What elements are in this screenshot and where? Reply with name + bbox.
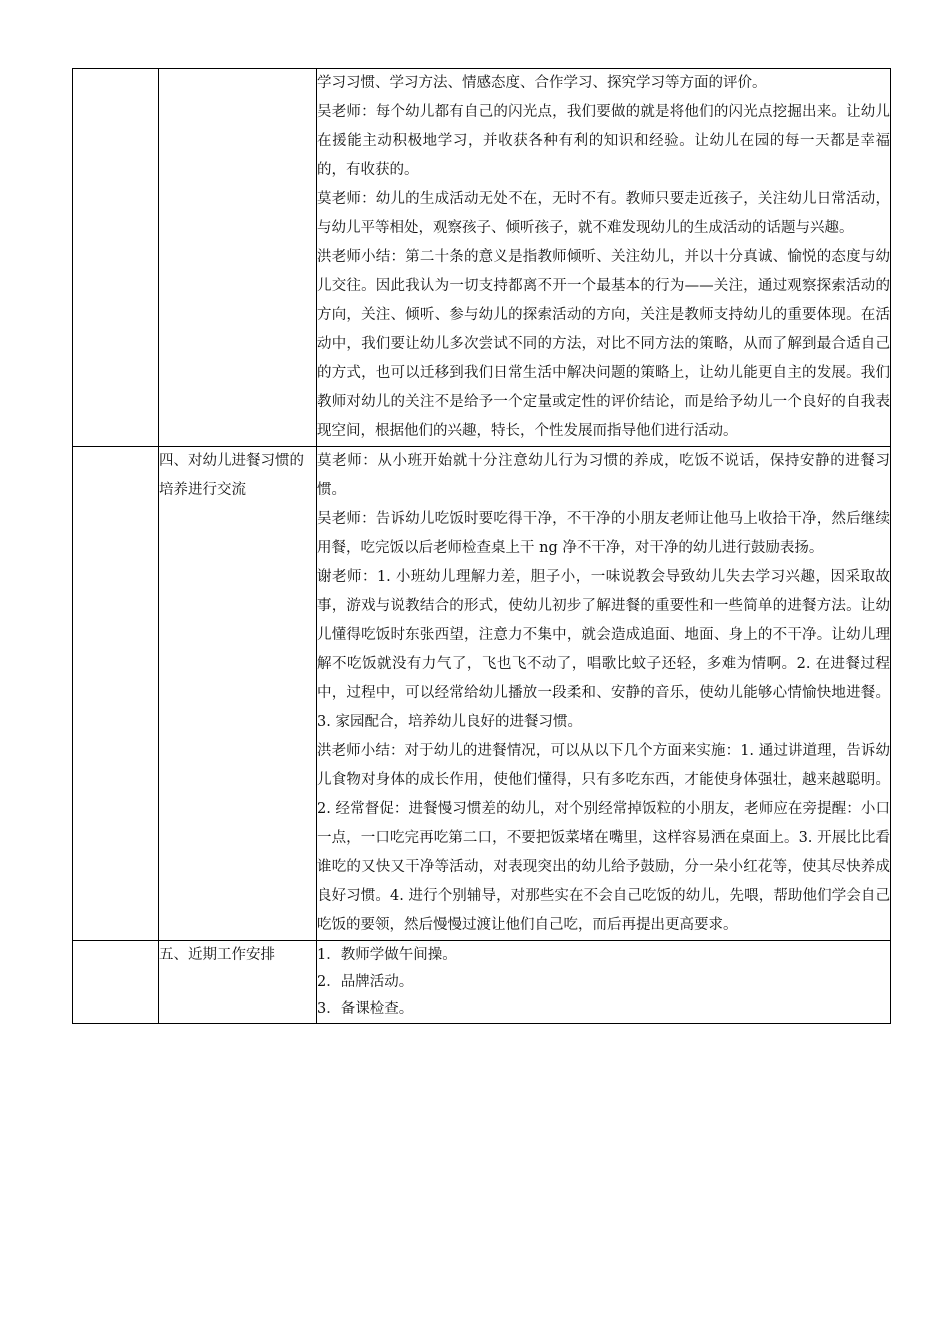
table-row bbox=[73, 447, 891, 941]
topic-cell: 四、对幼儿进餐习惯的培养进行交流 bbox=[159, 447, 317, 941]
list-item: 3．备课检查。 bbox=[317, 1001, 414, 1017]
paragraph: 吴老师：告诉幼儿吃饭时要吃得干净，不干净的小朋友老师让他马上收拾干净，然后继续用餐，吃完饭以后老师检查桌上干 ng 净不干净，对干净的幼儿进行鼓励表扬。 bbox=[317, 511, 890, 556]
paragraph: 学习习惯、学习方法、情感态度、合作学习、探究学习等方面的评价。 bbox=[317, 75, 767, 91]
empty-cell bbox=[73, 447, 159, 941]
topic-cell bbox=[159, 69, 317, 447]
content-cell bbox=[317, 941, 891, 1024]
content-cell bbox=[317, 447, 891, 941]
paragraph: 谢老师：1. 小班幼儿理解力差，胆子小，一味说教会导致幼儿失去学习兴趣，因采取故事，游戏与说教结合的形式，使幼儿初步了解进餐的重要性和一些简单的进餐方法。让幼儿懂得吃饭时东张西望，注意力不集中，就会造成追面、地面、身上的不干净。让幼儿理解不吃饭就没有力气了，飞也飞不动了，唱歌比蚊子还轻，多难为情啊。2. 在进餐过程中，过程中，可以经常给幼儿播放一段柔和、安静的音乐，使幼儿能够心情愉快地进餐。3. 家园配合，培养幼儿良好的进餐习惯。 bbox=[317, 569, 890, 730]
paragraph: 洪老师小结：第二十条的意义是指教师倾听、关注幼儿，并以十分真诚、愉悦的态度与幼儿交往。因此我认为一切支持都离不开一个最基本的行为——关注，通过观察探索活动的方向，关注、倾听、参与幼儿的探索活动的方向，关注是教师支持幼儿的重要体现。在活动中，我们要让幼儿多次尝试不同的方法，对比不同方法的策略，从而了解到最合适自己的方式，也可以迁移到我们日常生活中解决问题的策略上，让幼儿能更自主的发展。我们教师对幼儿的关注不是给予一个定量或定性的评价结论，而是给予幼儿一个良好的自我表现空间，根据他们的兴趣，特长，个性发展而指导他们进行活动。 bbox=[317, 249, 890, 439]
meeting-record-table bbox=[72, 68, 891, 1024]
topic-cell: 五、近期工作安排 bbox=[159, 941, 317, 1024]
paragraph: 吴老师：每个幼儿都有自己的闪光点，我们要做的就是将他们的闪光点挖掘出来。让幼儿在援能主动积极地学习，并收获各种有利的知识和经验。让幼儿在园的每一天都是幸福的，有收获的。 bbox=[317, 104, 890, 178]
empty-cell bbox=[73, 941, 159, 1024]
list-item: 2．品牌活动。 bbox=[317, 974, 414, 990]
table-row bbox=[73, 69, 891, 447]
content-cell bbox=[317, 69, 891, 447]
paragraph: 莫老师：幼儿的生成活动无处不在，无时不有。教师只要走近孩子，关注幼儿日常活动，与幼儿平等相处，观察孩子、倾听孩子，就不难发现幼儿的生成活动的话题与兴趣。 bbox=[317, 191, 890, 236]
paragraph: 莫老师：从小班开始就十分注意幼儿行为习惯的养成，吃饭不说话，保持安静的进餐习惯。 bbox=[317, 453, 890, 498]
list-item: 1．教师学做午间操。 bbox=[317, 947, 457, 963]
empty-cell bbox=[73, 69, 159, 447]
paragraph: 洪老师小结：对于幼儿的进餐情况，可以从以下几个方面来实施：1. 通过讲道理，告诉幼儿食物对身体的成长作用，使他们懂得，只有多吃东西，才能使身体强壮，越来越聪明。2. 经常督促：进餐慢习惯差的幼儿，对个别经常掉饭粒的小朋友，老师应在旁提醒：小口一点，一口吃完再吃第二口，不要把饭菜堵在嘴里，这样容易洒在桌面上。3. 开展比比看谁吃的又快又干净等活动，对表现突出的幼儿给予鼓励，分一朵小红花等，使其尽快养成良好习惯。4. 进行个别辅导，对那些实在不会自己吃饭的幼儿，先喂，帮助他们学会自己吃饭的要领，然后慢慢过渡让他们自己吃，而后再提出更高要求。 bbox=[317, 743, 890, 933]
table-row bbox=[73, 941, 891, 1024]
